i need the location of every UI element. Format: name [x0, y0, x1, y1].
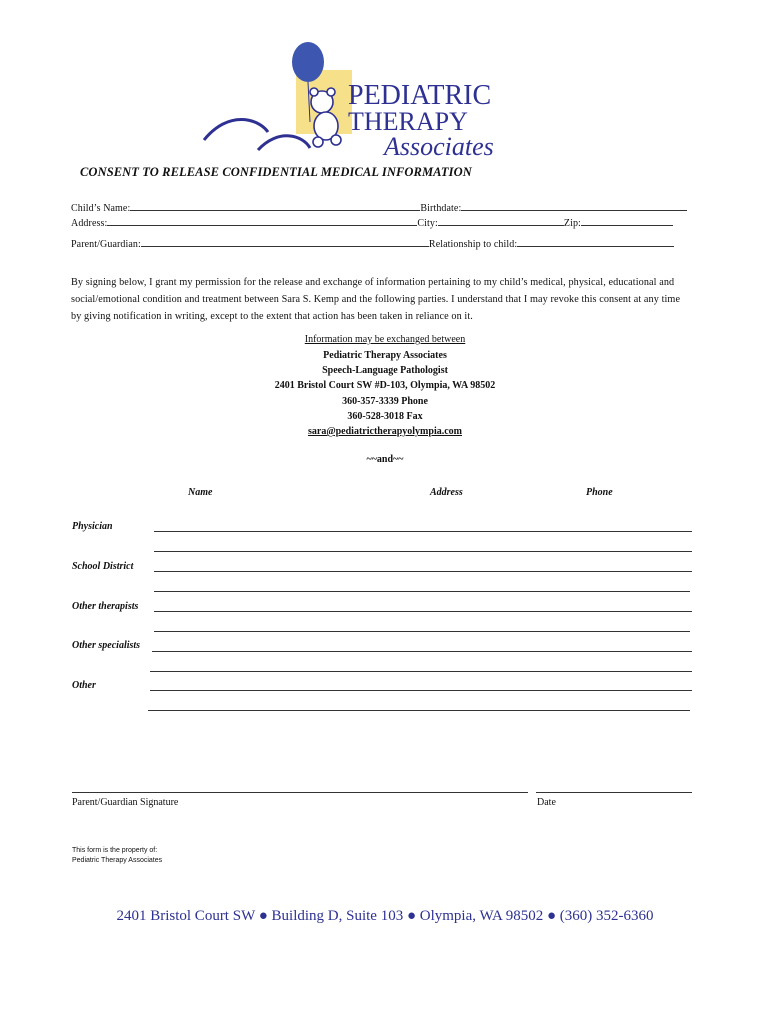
- date-line[interactable]: [536, 792, 692, 793]
- logo-balloon: [292, 42, 324, 82]
- property-note-line: Pediatric Therapy Associates: [72, 857, 163, 864]
- field-row-address: [71, 216, 673, 229]
- row-label-other-specialists: Other specialists: [72, 640, 141, 651]
- other-entry-line[interactable]: [150, 690, 692, 691]
- child-name-label: Child’s Name:: [71, 203, 131, 214]
- field-row-parent: [71, 237, 674, 250]
- form-title: CONSENT TO RELEASE CONFIDENTIAL MEDICAL INFORMATION: [80, 165, 472, 179]
- info-line: 360-528-3018 Fax: [347, 410, 423, 422]
- logo-line1: PEDIATRIC: [348, 80, 492, 111]
- info-heading: Information may be exchanged between: [304, 334, 466, 345]
- other-therapists-entry-line-2[interactable]: [154, 631, 690, 632]
- row-label-school-district: School District: [72, 561, 134, 572]
- physician-entry-line-2[interactable]: [154, 551, 692, 552]
- physician-entry-line[interactable]: [154, 531, 692, 532]
- field-row-child: [71, 201, 687, 214]
- other-specialists-entry-line[interactable]: [152, 651, 692, 652]
- other-specialists-entry-line-2[interactable]: [150, 671, 692, 672]
- address-field[interactable]: [107, 216, 417, 226]
- row-label-other: Other: [72, 680, 96, 691]
- child-name-field[interactable]: [130, 201, 420, 211]
- info-line: 360-357-3339 Phone: [342, 395, 428, 407]
- column-phone-heading: Phone: [586, 487, 613, 498]
- logo-line2: THERAPY: [348, 107, 468, 136]
- info-line: 2401 Bristol Court SW #D-103, Olympia, WA 98502: [274, 380, 496, 392]
- other-therapists-entry-line[interactable]: [154, 611, 692, 612]
- school-district-entry-line-2[interactable]: [154, 591, 690, 592]
- row-label-physician: Physician: [72, 521, 113, 532]
- relationship-label: Relationship to child:: [428, 239, 518, 250]
- birthdate-field[interactable]: [461, 201, 687, 211]
- city-field[interactable]: [438, 216, 564, 226]
- relationship-field[interactable]: [517, 237, 674, 247]
- and-separator: ~~and~~: [366, 454, 404, 465]
- info-line: Speech-Language Pathologist: [322, 365, 448, 377]
- column-name-heading: Name: [188, 487, 213, 498]
- info-line: Pediatric Therapy Associates: [323, 350, 447, 361]
- signature-label: Parent/Guardian Signature: [72, 797, 179, 808]
- consent-paragraph: By signing below, I grant my permission for the release and exchange of information pertaining to my child’s medical, physical, educational and social/emotional condition and treatment between Sara S. Kemp and the following parties. I understand that I may revoke this consent at any time by giving notification in writing, except to the extent that action has been taken in reliance on it.: [71, 277, 681, 322]
- zip-field[interactable]: [581, 216, 673, 226]
- row-label-other-therapists: Other therapists: [72, 601, 139, 612]
- email-link[interactable]: sara@pediatrictherapyolympia.com: [307, 426, 462, 438]
- birthdate-label: Birthdate:: [420, 203, 462, 214]
- info-block: [0, 348, 770, 439]
- logo-swoosh: [204, 120, 268, 141]
- address-label: Address:: [71, 218, 108, 229]
- pediatric-therapy-logo: [198, 40, 558, 168]
- footer-address: 2401 Bristol Court SW ● Building D, Suite 103 ● Olympia, WA 98502 ● (360) 352-6360: [116, 908, 654, 924]
- signature-line[interactable]: [72, 792, 528, 793]
- zip-label: Zip:: [563, 218, 581, 229]
- other-entry-line-2[interactable]: [148, 710, 690, 711]
- city-label: City:: [417, 218, 438, 229]
- school-district-entry-line[interactable]: [154, 571, 692, 572]
- logo-line3: Associates: [384, 132, 494, 161]
- property-note: [72, 846, 162, 866]
- parent-guardian-label: Parent/Guardian:: [71, 239, 141, 250]
- date-label: Date: [537, 797, 556, 808]
- property-note-line: This form is the property of:: [72, 847, 158, 854]
- column-address-heading: Address: [430, 487, 463, 498]
- parent-guardian-field[interactable]: [141, 237, 429, 247]
